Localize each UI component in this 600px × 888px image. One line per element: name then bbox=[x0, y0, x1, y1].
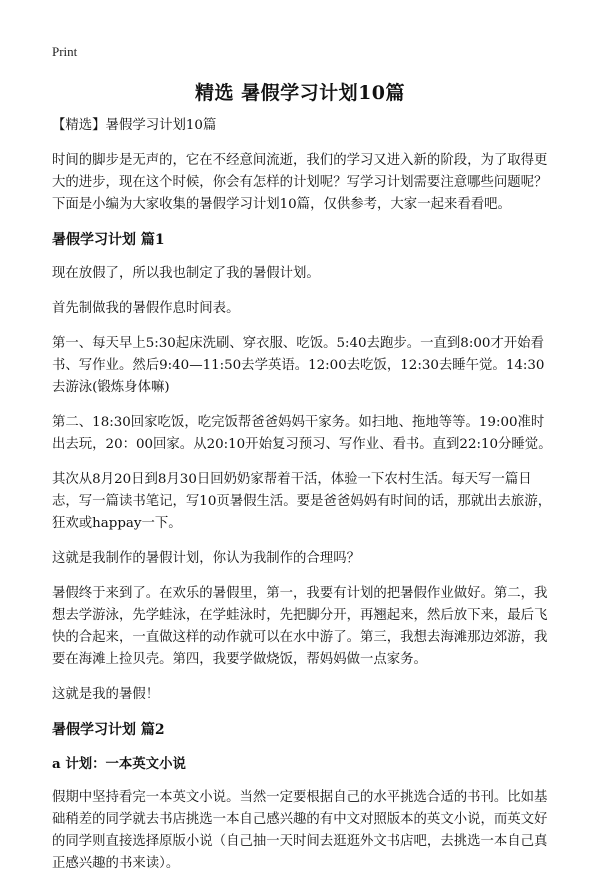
page-title: 精选 暑假学习计划10篇 bbox=[194, 82, 406, 104]
paragraph: 第二、18:30回家吃饭，吃完饭帮爸爸妈妈干家务。如扫地、拖地等等。19:00准时出去玩，20：00回家。从20:10开始复习预习、写作业、看书。直到22:10分睡觉。 bbox=[52, 415, 552, 452]
intro-label: 【精选】暑假学习计划10篇 bbox=[52, 118, 217, 133]
section-heading-1: 暑假学习计划 篇1 bbox=[52, 232, 165, 248]
paragraph: 其次从8月20日到8月30日回奶奶家帮着干活，体验一下农村生活。每天写一篇日志，写一篇读书笔记，写10页暑假生活。要是爸爸妈妈有时间的话，那就出去旅游，狂欢或happay一下。 bbox=[52, 472, 552, 531]
section-heading-2: 暑假学习计划 篇2 bbox=[52, 722, 165, 738]
paragraph: 第一、每天早上5:30起床洗刷、穿衣服、吃饭。5:40去跑步。一直到8:00才开始看书、写作业。然后9:40—11:50去学英语。12:00去吃饭，12:30去睡午觉。14:30去游泳(锻炼身体嘛) bbox=[52, 336, 545, 395]
paragraph: 假期中坚持看完一本英文小说。当然一定要根据自己的水平挑选合适的书刊。比如基础稍差的同学就去书店挑选一本自己感兴趣的有中文对照版本的英文小说，而英文好的同学则直接选择原版小说（自己抽一天时间去逛逛外文书店吧，去挑选一本自己真正感兴趣的书来读）。 bbox=[52, 790, 548, 871]
section-subheading: a 计划：一本英文小说 bbox=[52, 756, 186, 772]
paragraph: 这就是我制作的暑假计划，你认为我制作的合理吗？ bbox=[52, 551, 360, 566]
paragraph: 暑假终于来到了。在欢乐的暑假里，第一，我要有计划的把暑假作业做好。第二，我想去学游泳，先学蛙泳，在学蛙泳时，先把脚分开，再翘起来，然后放下来，最后飞快的合起来，一直做这样的动作就可以在水中游了。第三，我想去海滩那边郊游，我要在海滩上捡贝壳。第四，我要学做烧饭，帮妈妈做一点家务。 bbox=[52, 586, 548, 667]
print-link[interactable]: Print bbox=[52, 44, 78, 59]
paragraph: 这就是我的暑假！ bbox=[52, 687, 160, 702]
article-body bbox=[52, 115, 552, 888]
paragraph: 首先制做我的暑假作息时间表。 bbox=[52, 301, 240, 316]
intro-paragraph: 时间的脚步是无声的，它在不经意间流逝，我们的学习又进入新的阶段，为了取得更大的进步，现在这个时候，你会有怎样的计划呢？写学习计划需要注意哪些问题呢？下面是小编为大家收集的暑假学习计划10篇，仅供参考，大家一起来看看吧。 bbox=[52, 153, 548, 212]
paragraph: 现在放假了，所以我也制定了我的暑假计划。 bbox=[52, 266, 320, 281]
